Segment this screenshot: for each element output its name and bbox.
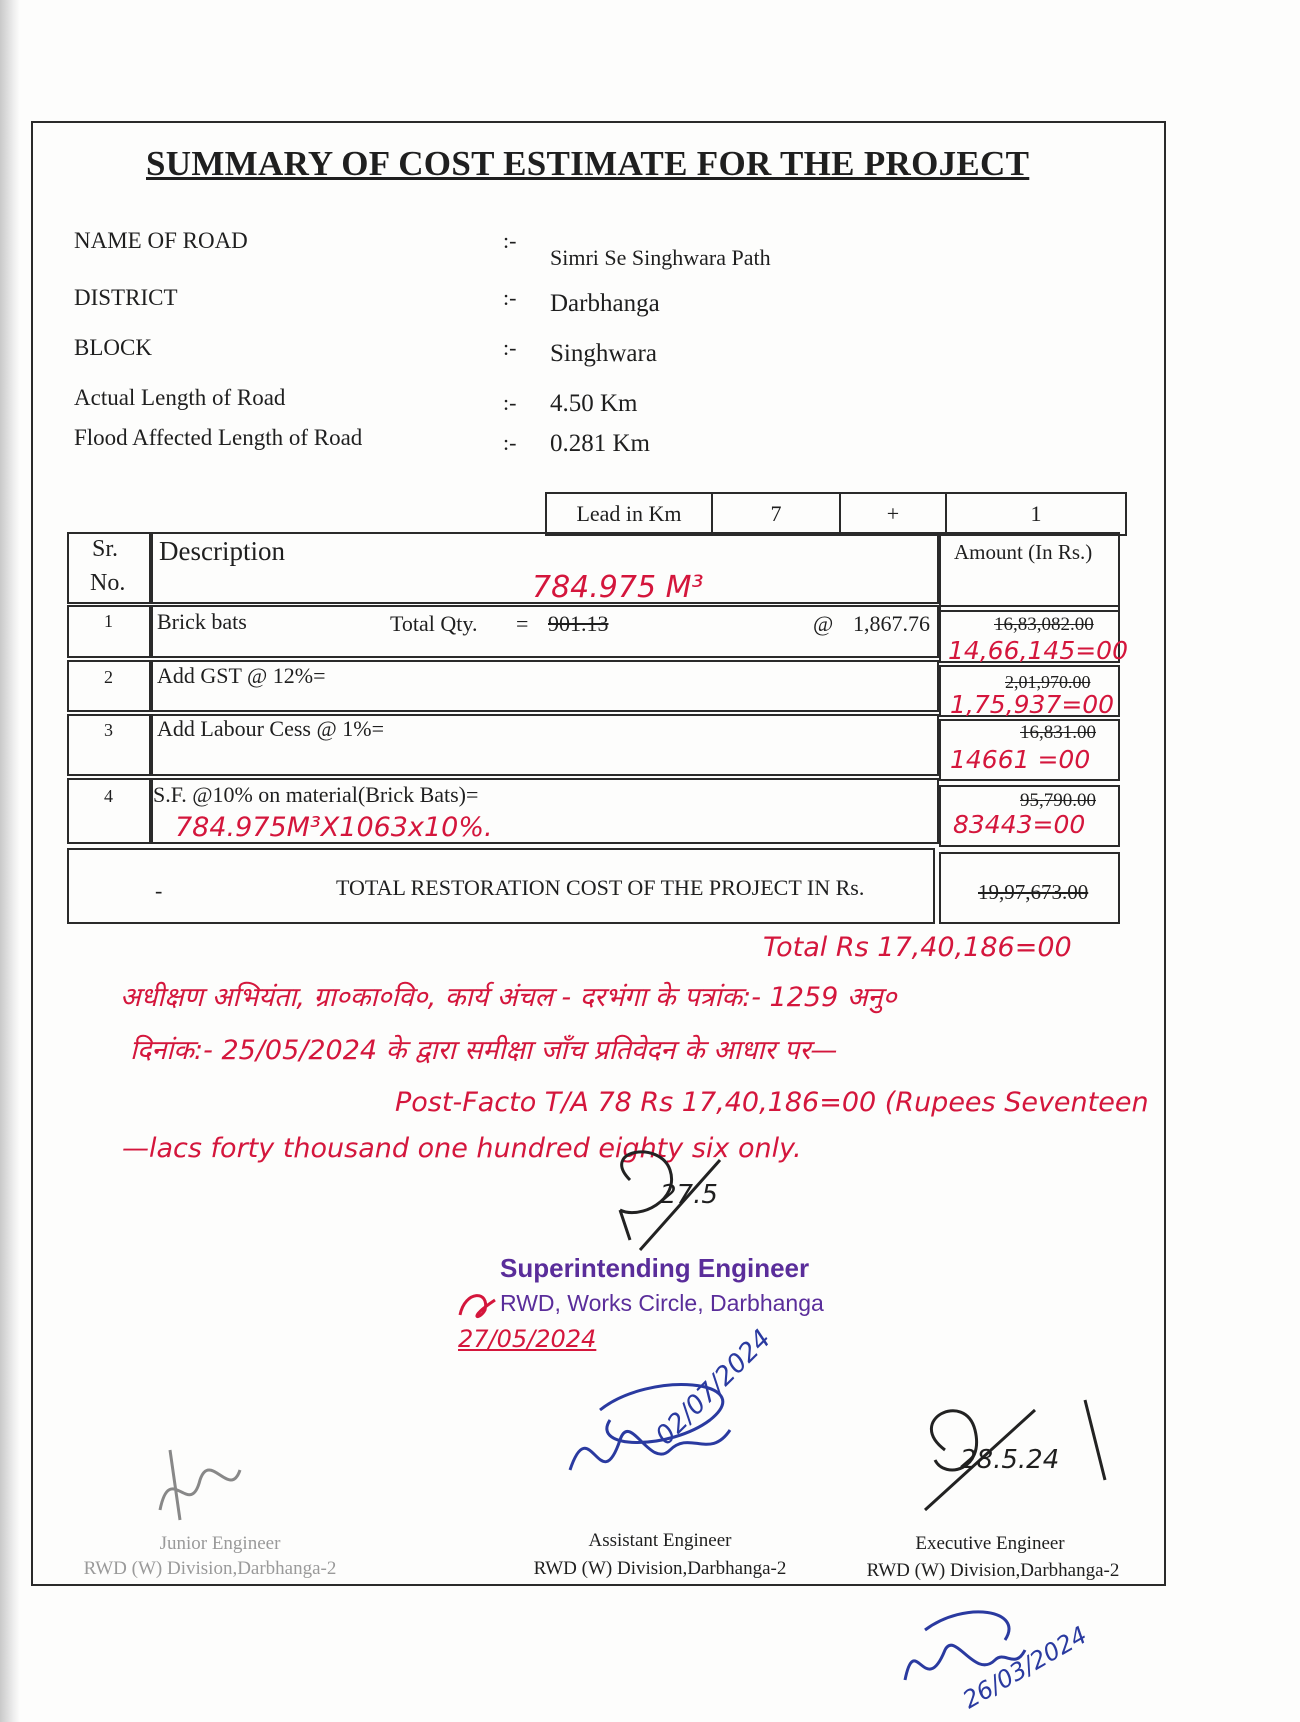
row3-description: Add Labour Cess @ 1%= [157, 716, 384, 741]
field-label-actual-length: Actual Length of Road [74, 385, 286, 410]
stamp-subtitle: RWD, Works Circle, Darbhanga [500, 1290, 824, 1316]
field-label-flood-length: Flood Affected Length of Road [74, 425, 363, 450]
signatory-je-title: Junior Engineer [159, 1533, 281, 1554]
ae-signature-icon [560, 1370, 800, 1520]
row1-eq: = [516, 611, 529, 636]
hw-row1-amount: 14,66,145=00 [948, 636, 1128, 665]
hw-date-ae: 02/07/2024 [650, 1324, 778, 1452]
document-title: SUMMARY OF COST ESTIMATE FOR THE PROJECT [146, 144, 1030, 183]
lead-label: Lead in Km [546, 493, 712, 535]
row4-description: S.F. @10% on material(Brick Bats)= [153, 782, 479, 807]
row3-sr: 3 [104, 720, 113, 740]
row4-amount: 95,790.00 [1020, 790, 1096, 811]
hw-total-line: Total Rs 17,40,186=00 [763, 932, 1072, 963]
lead-plus: + [840, 493, 946, 535]
total-dash: - [155, 878, 163, 903]
row2-sr: 2 [104, 667, 113, 687]
stamp-title: Superintending Engineer [500, 1253, 810, 1283]
header-amount: Amount (In Rs.) [954, 540, 1093, 564]
field-sep-district: :- [503, 285, 517, 310]
field-sep-actual-length: :- [503, 390, 517, 415]
field-value-actual-length: 4.50 Km [550, 390, 638, 417]
row4-sr: 4 [104, 786, 113, 806]
hw-row4-formula: 784.975M³X1063x10%. [175, 812, 493, 843]
signatory-je-office: RWD (W) Division,Darbhanga-2 [83, 1558, 337, 1579]
total-label: TOTAL RESTORATION COST OF THE PROJECT IN Rs. [336, 875, 865, 900]
row2-amount: 2,01,970.00 [1005, 672, 1091, 692]
row1-description: Brick bats [157, 609, 247, 634]
hw-note-line4: —lacs forty thousand one hundred eighty six only. [122, 1133, 802, 1164]
field-value-block: Singhwara [550, 340, 657, 367]
hw-row2-amount: 1,75,937=00 [950, 690, 1115, 719]
signatory-ee-title: Executive Engineer [915, 1533, 1065, 1554]
row1-sr: 1 [104, 611, 113, 631]
field-sep-block: :- [503, 335, 517, 360]
hw-note-line1: अधीक्षण अभियंता, ग्रा०का०वि०, कार्य अंचल - दरभंगा के पत्रांक:- 1259 अनु० [120, 982, 897, 1013]
field-label-road: NAME OF ROAD [74, 228, 248, 253]
je-signature-icon [140, 1440, 250, 1530]
field-value-flood-length: 0.281 Km [550, 430, 650, 457]
row3-amount: 16,831.00 [1020, 722, 1096, 743]
row2-description: Add GST @ 12%= [157, 663, 326, 688]
lead-extra: 1 [946, 493, 1126, 535]
page-edge-shadow [0, 0, 20, 1722]
signatory-ee-office: RWD (W) Division,Darbhanga-2 [866, 1560, 1120, 1581]
hw-date-bottom: 26/03/2024 [958, 1620, 1092, 1715]
signatory-ae-office: RWD (W) Division,Darbhanga-2 [533, 1558, 787, 1579]
header-no: No. [90, 570, 126, 596]
row1-amount: 16,83,082.00 [994, 614, 1094, 635]
header-sr: Sr. [92, 536, 119, 562]
hw-row4-amount: 83443=00 [953, 810, 1086, 839]
se-initial-icon [455, 1285, 505, 1325]
signatory-ae-title: Assistant Engineer [588, 1530, 732, 1551]
field-value-district: Darbhanga [550, 290, 660, 317]
row1-qty-label: Total Qty. [390, 611, 478, 636]
hw-row3-amount: 14661 =00 [950, 745, 1091, 774]
row1-qty: 901.13 [548, 611, 609, 636]
total-amount: 19,97,673.00 [978, 880, 1089, 904]
hw-date-se2: 27/05/2024 [458, 1325, 597, 1353]
hw-note-line3: Post-Facto T/A 78 Rs 17,40,186=00 (Rupees Seventeen [395, 1087, 1149, 1118]
hw-date-se: 27.5 [660, 1180, 718, 1210]
field-label-district: DISTRICT [74, 285, 178, 310]
hw-note-line2: दिनांक:- 25/05/2024 के द्वारा समीक्षा जाँच प्रतिवेदन के आधार पर— [130, 1035, 838, 1066]
field-sep-flood-length: :- [503, 430, 517, 455]
header-description: Description [159, 536, 285, 566]
row1-rate: 1,867.76 [853, 611, 930, 636]
field-label-block: BLOCK [74, 335, 152, 360]
lead-value: 7 [712, 493, 840, 535]
hw-date-ee: 28.5.24 [960, 1445, 1060, 1475]
field-sep-road: :- [503, 228, 517, 253]
hw-qty-correction: 784.975 M³ [532, 570, 704, 605]
field-value-road: Simri Se Singhwara Path [550, 245, 771, 270]
row1-at: @ [813, 611, 834, 636]
lead-table [545, 492, 1127, 536]
